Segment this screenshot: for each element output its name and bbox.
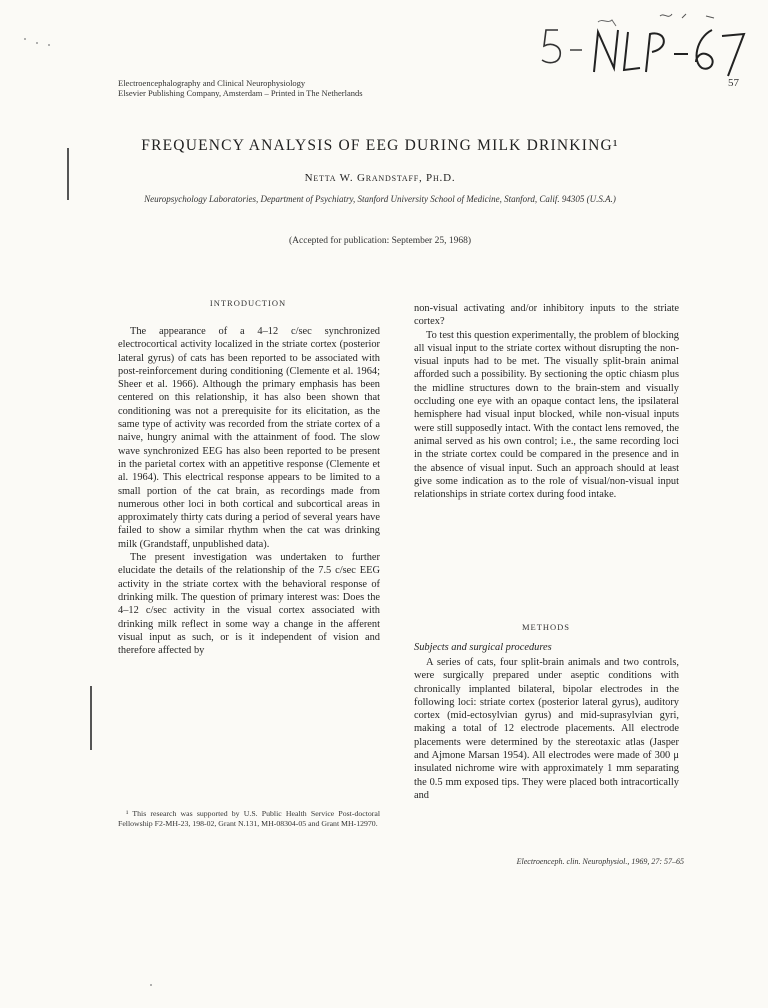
accepted-date: (Accepted for publication: September 25, 1968) bbox=[288, 236, 472, 246]
footnote-text: ¹ This research was supported by U.S. Public Health Service Post-doctoral Fellowship F2-MH-23, 198-02, Grant N.131, MH-08304-05 and Grant MH-12970. bbox=[118, 809, 380, 828]
methods-subheading: Subjects and surgical procedures bbox=[414, 642, 552, 653]
page-number: 57 bbox=[728, 77, 739, 89]
publisher-line: Elsevier Publishing Company, Amsterdam – Printed in The Netherlands bbox=[118, 88, 363, 98]
author-name: Netta W. Grandstaff, Ph.D. bbox=[304, 172, 456, 184]
journal-name: Electroencephalography and Clinical Neurophysiology bbox=[118, 78, 306, 88]
scan-speck bbox=[48, 44, 50, 46]
intro-paragraph-4: To test this question experimentally, the problem of blocking all visual input to the striate cortex without disrupting the non-visual inputs had to be met. The visually split-brain animal afforded such a possibility. By sectioning the optic chiasm plus the midline structures down to the brain-stem and visually occluding one eye with an opaque contact lens, the ipsilateral hemisphere had visual input blocked, while non-visual inputs were still supposedly intact. With the contact lens removed, the animal served as his own control; i.e., the same recording loci in the striate cortex could be compared in the presence and in the absence of visual input. Such an approach should at least give some indication as to the role of visual/non-visual input relationships in striate cortex during food intake. bbox=[414, 329, 679, 501]
author-affiliation: Neuropsychology Laboratories, Department of Psychiatry, Stanford University School of Medicine, Stanford, Calif. 94305 (U.S.A.) bbox=[144, 194, 616, 204]
scan-speck bbox=[36, 42, 38, 44]
right-column-top bbox=[414, 302, 679, 501]
scan-speck bbox=[24, 38, 26, 40]
intro-paragraph-3: non-visual activating and/or inhibitory inputs to the striate cortex? bbox=[414, 303, 679, 328]
article-title: FREQUENCY ANALYSIS OF EEG DURING MILK DRINKING¹ bbox=[141, 137, 619, 154]
intro-paragraph-1: The appearance of a 4–12 c/sec synchronized electrocortical activity localized in the striate cortex (posterior lateral gyrus) of cats has been reported to be associated with post-reinforcement during conditioning (Clemente et al. 1964; Sheer et al. 1966). Although the primary emphasis has been centered on this relationship, it has also been shown that conditioning was not a prerequisite for its elicitation, as the same type of activity was recorded from the striate cortex of a naive, hungry animal with the attainment of food. The slow wave synchronized EEG has also been reported to be present in the parietal cortex with an appetitive response (Clemente et al. 1964). This electrical response appears to be limited to a small portion of the cat brain, as recordings made from numerous other loci in both cortical and subcortical areas in approximately thirty cats during a period of several years have failed to show a similar rhythm when the cat was drinking milk (Grandstaff, unpublished data). bbox=[118, 326, 380, 550]
scan-speck bbox=[150, 984, 152, 986]
methods-paragraph-1: A series of cats, four split-brain animals and two controls, were surgically prepared under aseptic conditions with chronically implanted bilateral, bipolar electrodes in the following loci: striate cortex (posterior lateral gyrus), auditory cortex (mid-ectosylvian gyrus) and mid-suprasylvian gyri, making a total of 12 electrode placements. All electrode placements were determined by the stereotaxic atlas (Jasper and Ajmone Marsan 1954). All electrodes were made of 300 μ insulated nichrome wire with approximately 1 mm separating the 0.5 mm exposed tips. They were placed both intracortically and bbox=[414, 657, 679, 801]
introduction-heading: INTRODUCTION bbox=[209, 298, 287, 308]
handwritten-annotation bbox=[536, 10, 756, 90]
margin-mark bbox=[67, 148, 69, 200]
margin-mark bbox=[90, 686, 92, 750]
methods-heading: METHODS bbox=[521, 622, 571, 632]
footnote bbox=[118, 809, 380, 829]
right-column-bottom bbox=[414, 656, 679, 802]
left-column bbox=[118, 325, 380, 657]
journal-citation: Electroenceph. clin. Neurophysiol., 1969, 27: 57–65 bbox=[516, 857, 684, 866]
intro-paragraph-2: The present investigation was undertaken to further elucidate the details of the relationship of the 7.5 c/sec EEG activity in the striate cortex with the behavioral response of drinking milk. The question of primary interest was: Does the 4–12 c/sec activity in the visual cortex associated with drinking milk reflect in some way a change in the afferent visual input as such, or is it independent of vision and therefore affected by bbox=[118, 552, 380, 657]
